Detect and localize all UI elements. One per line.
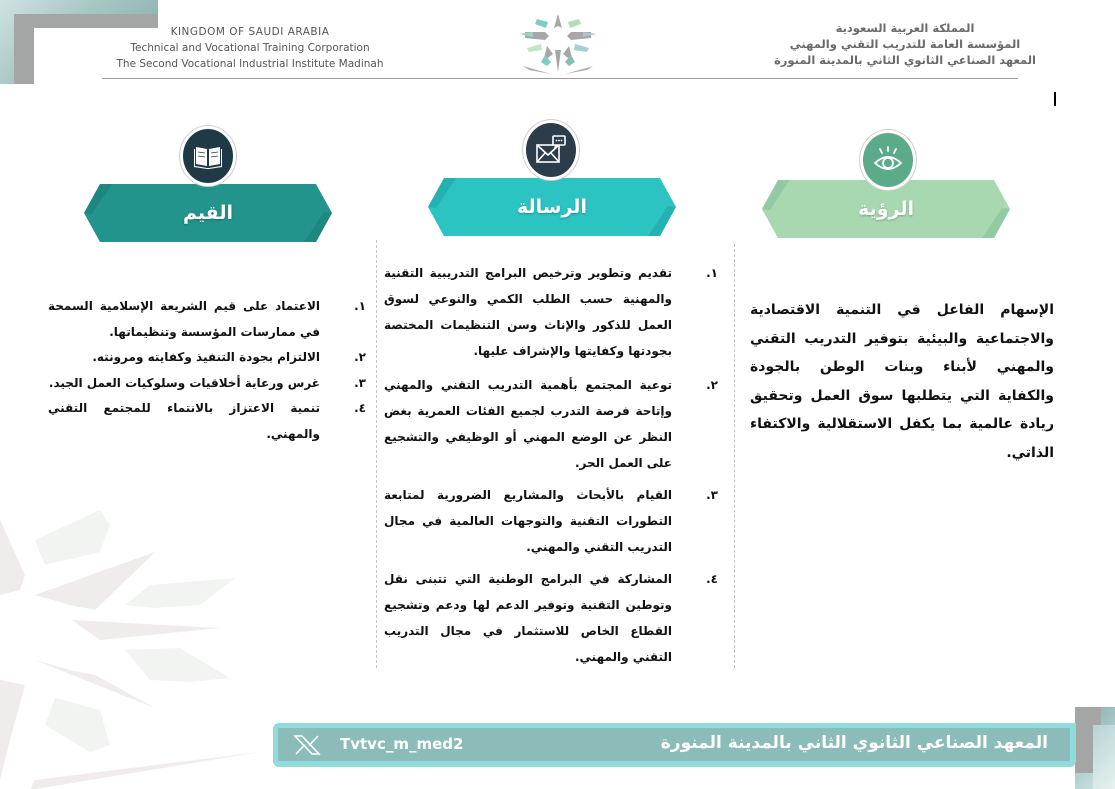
corner-decoration-bottom-right <box>1075 707 1115 789</box>
mission-item-text: تقديم وتطوير وترخيص البرامج التدريبية التقنية والمهنية حسب الطلب الكمي والنوعي لسوق العمل للذكور والإناث وسن التنظيمات المختصة بجودتها وكفايتها والإشراف عليها. <box>384 266 672 358</box>
open-book-icon <box>193 142 223 170</box>
mission-item <box>384 260 718 364</box>
values-item <box>48 371 366 397</box>
values-title: القيم <box>183 202 233 224</box>
header-en-line3: The Second Vocational Industrial Institute Madinah <box>116 58 384 70</box>
values-item <box>48 345 366 371</box>
mission-item-text: القيام بالأبحاث والمشاريع الضرورية لمتابعة التطورات التقنية والتوجهات العالمية في مجال التدريب التقني والمهني. <box>384 488 672 554</box>
column-divider-left <box>376 240 377 668</box>
column-divider-right <box>734 244 735 668</box>
values-item-number: ٢. <box>354 350 366 364</box>
values-item-number: ١. <box>354 299 366 313</box>
values-item-text: تنمية الاعتزاز بالانتماء للمجتمع التقني والمهني. <box>48 401 320 441</box>
values-badge <box>180 126 236 186</box>
mission-item-number: ١. <box>706 266 718 280</box>
header-en-line2: Technical and Vocational Training Corporation <box>130 42 370 54</box>
values-list <box>48 294 366 447</box>
mission-list <box>384 260 718 670</box>
values-item <box>48 294 366 345</box>
values-banner <box>84 184 332 242</box>
values-item-text: غرس ورعاية أخلاقيات وسلوكيات العمل الجيد. <box>48 375 320 390</box>
vision-badge <box>860 130 916 190</box>
mission-banner <box>428 178 676 236</box>
mission-item-text: توعية المجتمع بأهمية التدريب التقني والمهني وإتاحة فرصة التدرب لجميع الفئات العمرية بغض النظر عن الوضع المهني أو الوظيفي والتشجيع على العمل الحر. <box>384 378 672 470</box>
mission-item-number: ٣. <box>706 488 718 502</box>
mission-item-text: المشاركة في البرامج الوطنية التي تتبنى نقل وتوطين التقنية وتوفير الدعم لها ودعم وتشجيع القطاع الخاص للاستثمار في مجال التدريب التقني والمهني. <box>384 572 672 664</box>
header-en-line1: KINGDOM OF SAUDI ARABIA <box>170 26 330 38</box>
eye-icon <box>871 143 905 177</box>
header-arabic <box>735 20 1075 68</box>
header-ar-line2: المؤسسة العامة للتدريب التقني والمهني <box>789 37 1021 51</box>
vision-text: الإسهام الفاعل في التنمية الاقتصادية والاجتماعية والبيئية بتوفير التدريب التقني والمهني لأبناء وبنات الوطن بالجودة والكفاية التي يتطلبها سوق العمل وتحقيق ريادة عالمية بما يكفل الاستقلالية والاكتفاء الذاتي. <box>750 302 1054 461</box>
vision-title: الرؤية <box>858 198 914 220</box>
values-item-number: ٣. <box>354 375 366 390</box>
header-ar-line1: المملكة العربية السعودية <box>835 21 975 35</box>
text-cursor <box>1054 92 1056 106</box>
mission-item <box>384 372 718 476</box>
mission-item <box>384 566 718 670</box>
social-handle[interactable]: Tvtvc_m_med2 <box>340 735 464 753</box>
institute-name: المعهد الصناعي الثانوي الثاني بالمدينة المنورة <box>660 733 1048 753</box>
mission-item <box>384 482 718 560</box>
footer-bar <box>273 723 1076 767</box>
values-item-text: الاعتماد على قيم الشريعة الإسلامية السمحة في ممارسات المؤسسة وتنظيماتها. <box>48 299 320 339</box>
mission-badge <box>523 120 579 180</box>
header-ar-line3: المعهد الصناعي الثانوي الثاني بالمدينة المنورة <box>774 53 1036 67</box>
mission-item-number: ٢. <box>706 378 718 392</box>
watermark-star-icon <box>0 480 270 789</box>
mission-item-number: ٤. <box>706 572 718 586</box>
header-divider <box>102 78 1018 79</box>
tvtc-star-logo-icon <box>517 10 599 76</box>
mission-title: الرسالة <box>517 196 587 218</box>
envelope-chat-icon <box>533 133 569 167</box>
x-twitter-icon[interactable] <box>293 734 321 756</box>
values-item-number: ٤. <box>354 401 366 415</box>
values-item-text: الالتزام بجودة التنفيذ وكفايته ومرونته. <box>92 350 320 364</box>
values-item <box>48 396 366 447</box>
header-english <box>60 24 440 72</box>
